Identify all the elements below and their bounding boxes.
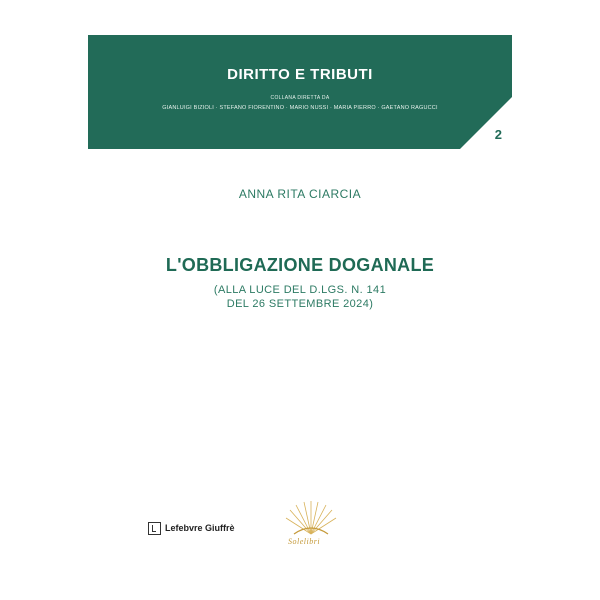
imprint-name: Solelibri (288, 537, 321, 546)
publisher-logo (148, 521, 235, 535)
series-title: DIRITTO E TRIBUTI (227, 66, 373, 83)
series-header (88, 35, 512, 149)
author-name: ANNA RITA CIARCIA (238, 187, 362, 201)
book-subtitle-line-1: (ALLA LUCE DEL D.LGS. N. 141 (213, 284, 387, 296)
publisher-name: Lefebvre Giuffrè (165, 523, 235, 533)
corner-cutout (460, 97, 512, 149)
book-cover (88, 35, 512, 580)
volume-number: 2 (494, 127, 502, 142)
book-subtitle-line-2: DEL 26 SETTEMBRE 2024) (226, 298, 374, 310)
book-title: L'OBBLIGAZIONE DOGANALE (165, 255, 435, 275)
publisher-mark-icon (148, 522, 161, 535)
series-editors: GIANLUIGI BIZIOLI · STEFANO FIORENTINO · MARIO NUSSI · MARIA PIERRO · GAETANO RAGUCCI (162, 105, 438, 111)
series-editors-label: COLLANA DIRETTA DA (270, 95, 330, 101)
